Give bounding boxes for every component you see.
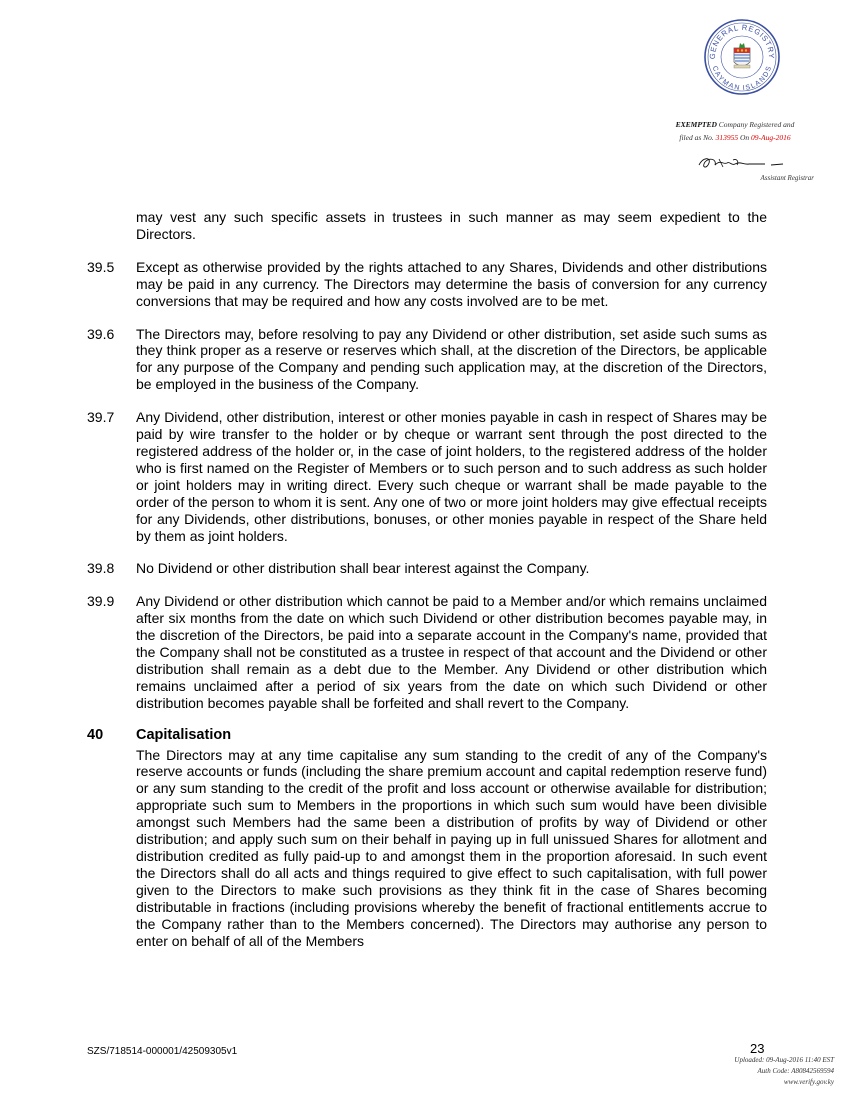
clause-text: Any Dividend or other distribution which cannot be paid to a Member and/or which remains unclaimed after six months from the date on which such Dividend or other distribution becomes payable may, in the discretion of the Directors, be paid into a separate account in the Company's name, provided that the Company shall not be constituted as a trustee in respect of that account and the Dividend or other distribution shall remain as a debt due to the Member. Any Dividend or other distribution which remains unclaimed after a period of six years from the date on which such Dividend or other distribution becomes payable shall be forfeited and shall revert to the Company. (136, 593, 767, 711)
clause-text: No Dividend or other distribution shall bear interest against the Company. (136, 560, 590, 577)
registration-stamp (640, 118, 830, 144)
registration-number: 313955 (715, 133, 739, 142)
clause-39-5 (87, 259, 767, 310)
on-word: On (740, 133, 750, 142)
verify-url: www.verify.gov.ky (783, 1078, 834, 1086)
registered-text: Company Registered and (718, 120, 795, 129)
clause-text: The Directors may, before resolving to pay any Dividend or other distribution, set aside such sums as they think proper as a reserve or reserves which shall, at the discretion of the Directors, be applicable for any purpose of the Company and pending such application may, at the discretion of the Directors, be employed in the business of the Company. (136, 325, 767, 393)
clause-number: 39.7 (87, 409, 115, 426)
section-40-paragraph (87, 747, 767, 950)
clause-39-6 (87, 326, 767, 394)
clause-number: 39.6 (87, 325, 115, 342)
registration-date: 09-Aug-2016 (751, 133, 791, 142)
continuation-text: may vest any such specific assets in trustees in such manner as may seem expedient to the Directors. (136, 209, 767, 242)
seal-bottom-text: CAYMAN ISLANDS (710, 65, 774, 93)
section-heading (87, 727, 767, 744)
document-body (87, 209, 767, 965)
clause-text: Except as otherwise provided by the rights attached to any Shares, Dividends and other distributions may be paid in any currency. The Directors may determine the basis of conversion for any currency conversions that may be required and how any costs involved are to be met. (136, 258, 767, 309)
clause-number: 39.8 (87, 560, 115, 577)
registration-line-1 (640, 118, 830, 131)
registration-line-2 (640, 131, 830, 144)
filed-prefix: filed as No. (679, 133, 714, 142)
document-reference: SZS/718514-000001/42509305v1 (87, 1046, 238, 1057)
auth-code-line: Auth Code: A80842569594 (757, 1067, 834, 1075)
exempted-label: EXEMPTED (675, 120, 717, 129)
clause-number: 39.5 (87, 258, 115, 275)
seal-top-text: GENERAL REGISTRY (707, 22, 777, 60)
clause-39-7 (87, 409, 767, 544)
clause-39-8 (87, 560, 767, 577)
clause-number: 39.9 (87, 593, 115, 610)
registry-seal (703, 18, 781, 96)
section-number: 40 (87, 726, 104, 743)
svg-text:CAYMAN ISLANDS (711, 65, 773, 92)
clause-text: Any Dividend, other distribution, interest or other monies payable in cash in respect of Shares may be paid by wire transfer to the holder or by cheque or warrant sent through the post directed to the registered address of the holder or, in the case of joint holders, to the registered address of the holder who is first named on the Register of Members or to such person and to such address as such holder or joint holders may in writing direct. Every such cheque or warrant shall be made payable to the order of the person to whom it is sent. Any one of two or more joint holders may give effectual receipts for any Dividends, other distributions, bonuses, or other monies payable in respect of the Share held by them as joint holders. (136, 409, 767, 544)
page-number: 23 (750, 1041, 765, 1056)
continuation-paragraph (87, 209, 767, 243)
section-text: The Directors may at any time capitalise any sum standing to the credit of any of the Company's reserve accounts or funds (including the share premium account and capital redemption reserve fund) or any sum standing to the credit of the profit and loss account or otherwise available for distribution; appropriate such sum to Members in the proportions in which such sum would have been divisible amongst such Members had the same been a distribution of profits by way of Dividend or other distribution; and apply such sum on their behalf in paying up in full unissued Shares for allotment and distribution credited as fully paid-up to and amongst them in the proportion aforesaid. In such event the Directors shall do all acts and things required to give effect to such capitalisation, with full power given to the Directors to make such provisions as they think fit in the case of Shares becoming distributable in fractions (including provisions whereby the benefit of fractional entitlements accrue to the Company rather than to the Members concerned). The Directors may authorise any person to enter on behalf of all of the Members (136, 746, 767, 949)
upload-stamp (640, 1055, 834, 1088)
assistant-registrar-label: Assistant Registrar (760, 174, 814, 182)
clause-39-9 (87, 593, 767, 711)
section-title: Capitalisation (136, 726, 232, 743)
registrar-signature (697, 153, 785, 173)
uploaded-line: Uploaded: 09-Aug-2016 11:40 EST (734, 1056, 834, 1064)
